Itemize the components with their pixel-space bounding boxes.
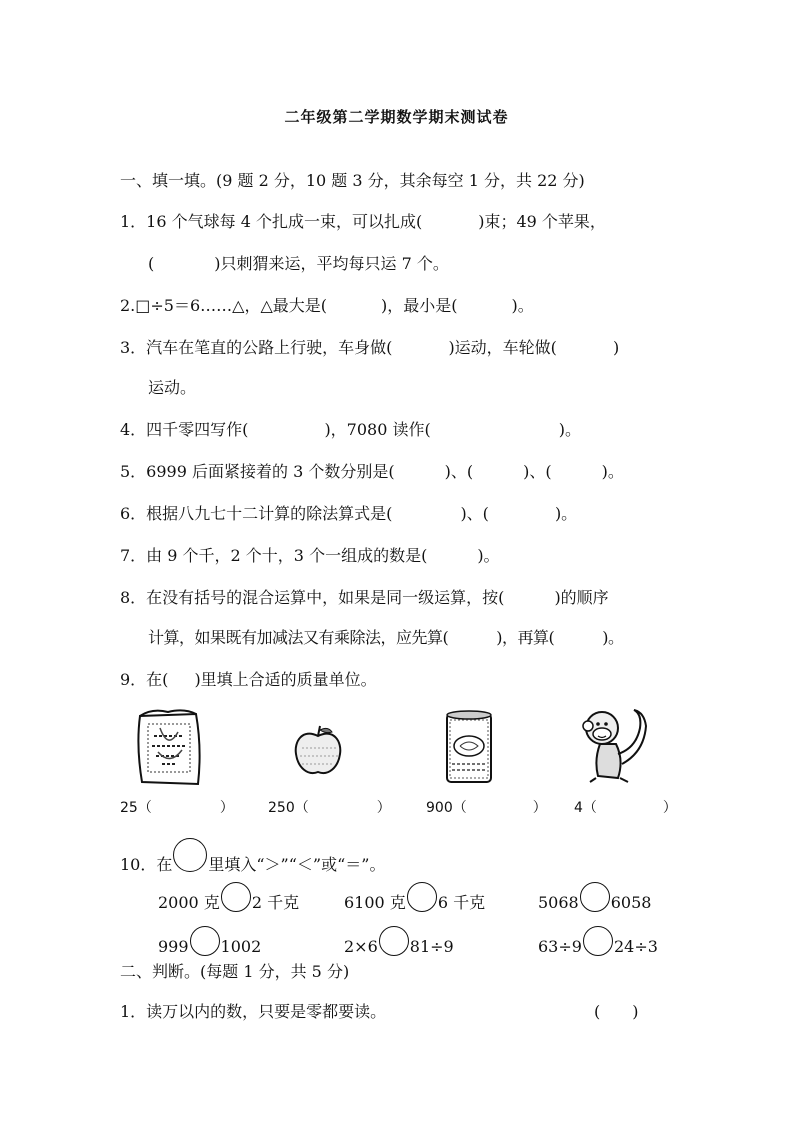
- apple-icon: [292, 724, 344, 778]
- judgement-1-answer[interactable]: ( ): [594, 1002, 639, 1021]
- milk-powder-can-icon: [444, 708, 494, 786]
- question-1-line1: 1．16 个气球每 4 个扎成一束，可以扎成( )束；49 个苹果，: [120, 212, 606, 231]
- page-title: 二年级第二学期数学期末测试卷: [284, 108, 509, 126]
- question-8-line2: 计算，如果既有加减法又有乘除法，应先算( )，再算( )。: [148, 628, 624, 647]
- monkey-icon: [578, 704, 654, 786]
- section2-header: 二、判断。(每题 1 分，共 5 分): [120, 962, 350, 981]
- q10-item-5: 2×6 81÷9: [344, 926, 454, 957]
- q10-item-2: 6100 克 6 千克: [344, 882, 485, 913]
- question-9: 9．在( )里填上合适的质量单位。: [120, 670, 377, 689]
- q9-answer-3: 900（ ）: [426, 800, 547, 816]
- compare-circle-example: [173, 838, 207, 872]
- question-7: 7．由 9 个千，2 个十，3 个一组成的数是( )。: [120, 546, 500, 565]
- compare-circle[interactable]: [379, 926, 409, 956]
- q9-answer-1: 25（ ）: [120, 800, 234, 816]
- section1-header: 一、填一填。(9 题 2 分，10 题 3 分，其余每空 1 分，共 22 分): [120, 171, 585, 190]
- q10-item-3: 5068 6058: [538, 882, 651, 913]
- compare-circle[interactable]: [580, 882, 610, 912]
- q10-item-1: 2000 克 2 千克: [158, 882, 299, 913]
- compare-circle[interactable]: [221, 882, 251, 912]
- question-8-line1: 8．在没有括号的混合运算中，如果是同一级运算，按( )的顺序: [120, 588, 609, 607]
- q9-answer-4: 4（ ）: [574, 800, 677, 816]
- rice-bag-icon: [132, 706, 206, 788]
- q10-item-4: 999 1002: [158, 926, 261, 957]
- compare-circle[interactable]: [583, 926, 613, 956]
- question-3-line1: 3．汽车在笔直的公路上行驶，车身做( )运动，车轮做( ): [120, 338, 620, 357]
- question-2: 2.□÷5＝6……△，△最大是( )，最小是( )。: [120, 296, 534, 315]
- question-6: 6．根据八九七十二计算的除法算式是( )、( )。: [120, 504, 578, 523]
- q10-item-6: 63÷9 24÷3: [538, 926, 658, 957]
- q9-answer-2: 250（ ）: [268, 800, 391, 816]
- judgement-1: 1．读万以内的数，只要是零都要读。: [120, 1002, 387, 1021]
- question-4: 4．四千零四写作( )，7080 读作( )。: [120, 420, 581, 439]
- question-10: 10．在 里填入“＞”“＜”或“＝”。: [120, 838, 385, 875]
- question-1-line2: ( )只刺猬来运，平均每只运 7 个。: [148, 254, 449, 273]
- question-5: 5．6999 后面紧接着的 3 个数分别是( )、( )、( )。: [120, 462, 624, 481]
- compare-circle[interactable]: [190, 926, 220, 956]
- question-3-line2: 运动。: [148, 378, 197, 397]
- compare-circle[interactable]: [407, 882, 437, 912]
